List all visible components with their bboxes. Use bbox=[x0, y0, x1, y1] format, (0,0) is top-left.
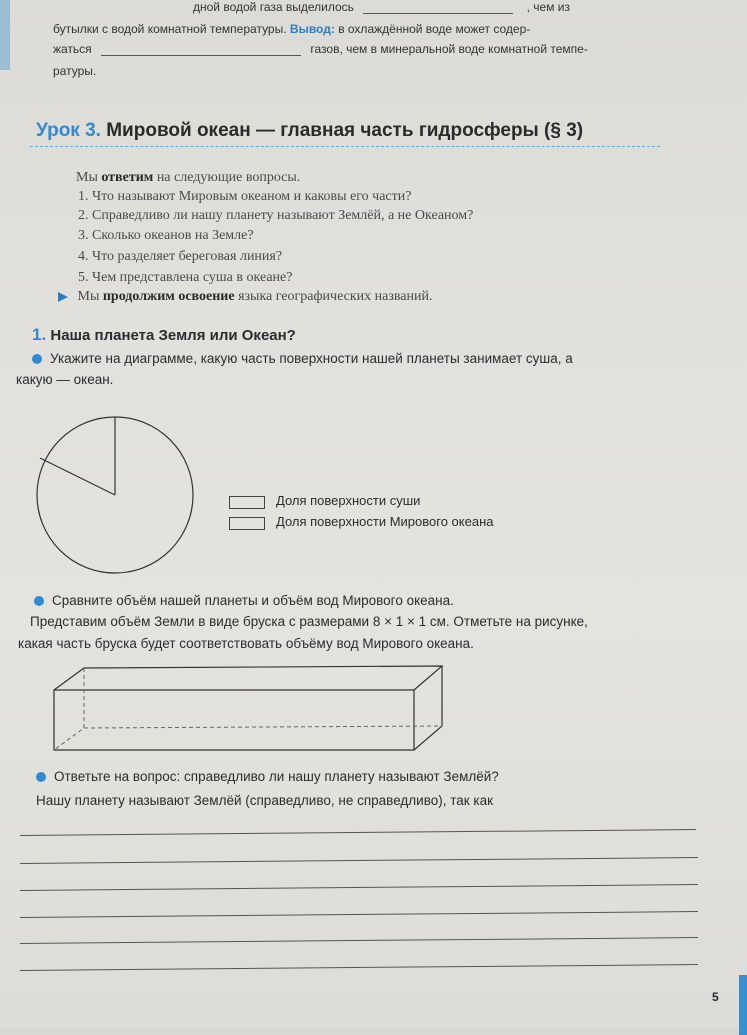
question-item: 2. Справедливо ли нашу планету называют Землёй, а не Океаном? bbox=[78, 208, 474, 223]
task-title: Наша планета Земля или Океан? bbox=[50, 327, 296, 344]
answer-line[interactable] bbox=[20, 911, 698, 918]
answer-line[interactable] bbox=[20, 937, 698, 944]
top-line-2 bbox=[53, 22, 530, 36]
top-line-1-end: , чем из bbox=[526, 0, 570, 14]
answer-line[interactable] bbox=[20, 964, 698, 971]
question-title bbox=[36, 769, 499, 784]
top-line-1 bbox=[53, 0, 570, 14]
top-line-1-text: дной водой газа выделилось bbox=[193, 0, 354, 14]
bar-top-face bbox=[54, 666, 442, 690]
legend-label-ocean: Доля поверхности Мирового океана bbox=[276, 514, 494, 529]
bullet-icon bbox=[36, 772, 46, 782]
bar-front-face[interactable] bbox=[54, 690, 414, 750]
top-line-2-text: бутылки с водой комнатной температуры. bbox=[53, 22, 287, 36]
intro-continue-pre: Мы bbox=[77, 289, 100, 304]
intro-continue bbox=[58, 289, 433, 305]
instruction-line-1-text: Укажите на диаграмме, какую часть поверхности нашей планеты занимает суша, а bbox=[50, 351, 573, 366]
intro-lead bbox=[76, 170, 300, 186]
compare-line-2: какая часть бруска будет соответствовать объёму вод Мирового океана. bbox=[18, 636, 474, 651]
legend-label-land: Доля поверхности суши bbox=[276, 493, 421, 508]
pie-radius-left bbox=[40, 458, 115, 495]
question-title-text: Ответьте на вопрос: справедливо ли нашу планету называют Землёй? bbox=[54, 769, 499, 784]
intro-continue-post: языка географических названий. bbox=[238, 289, 433, 304]
question-item: 1. Что называют Мировым океаном и каковы его части? bbox=[78, 189, 412, 204]
intro-continue-bold: продолжим освоение bbox=[102, 289, 235, 304]
answer-line[interactable] bbox=[20, 857, 698, 864]
bar-drawing[interactable] bbox=[50, 662, 450, 757]
answer-line[interactable] bbox=[20, 829, 696, 836]
lesson-title: Мировой океан — главная часть гидросферы (§ 3) bbox=[106, 120, 584, 141]
lesson-heading bbox=[36, 120, 583, 142]
bar-hidden-edge-bottom bbox=[84, 726, 442, 728]
page-edge-tab bbox=[739, 975, 747, 1035]
triangle-marker-icon bbox=[58, 292, 68, 302]
top-line-3-start: жаться bbox=[53, 42, 92, 56]
question-item: 3. Сколько океанов на Земле? bbox=[78, 228, 254, 243]
bullet-icon bbox=[34, 596, 44, 606]
answer-start: Нашу планету называют Землёй (справедливо, не справедливо), так как bbox=[36, 793, 494, 808]
lesson-divider bbox=[30, 146, 660, 148]
task-heading bbox=[32, 325, 296, 345]
answer-blank-1[interactable] bbox=[363, 13, 513, 14]
top-line-3-rest: газов, чем в минеральной воде комнатной темпе- bbox=[310, 42, 588, 56]
top-line-4: ратуры. bbox=[53, 64, 97, 78]
compare-title bbox=[34, 593, 454, 608]
compare-title-text: Сравните объём нашей планеты и объём вод Мирового океана. bbox=[52, 593, 454, 608]
answer-line[interactable] bbox=[20, 884, 698, 891]
conclusion-label: Вывод: bbox=[289, 22, 335, 36]
bar-hidden-edge-left bbox=[54, 668, 84, 750]
intro-lead-pre: Мы bbox=[76, 170, 98, 185]
bullet-icon bbox=[32, 354, 42, 364]
legend-box-ocean[interactable] bbox=[229, 517, 265, 530]
top-line-3 bbox=[53, 42, 588, 56]
pie-chart[interactable] bbox=[30, 410, 200, 580]
instruction-line-1 bbox=[32, 351, 573, 366]
question-item: 4. Что разделяет береговая линия? bbox=[78, 249, 283, 264]
top-line-2-rest: в охлаждённой воде может содер- bbox=[338, 22, 531, 36]
legend-box-land[interactable] bbox=[229, 496, 265, 509]
compare-line-1: Представим объём Земли в виде бруска с размерами 8 × 1 × 1 см. Отметьте на рисунке, bbox=[30, 614, 588, 629]
instruction-line-2: какую — океан. bbox=[16, 372, 114, 387]
page-number: 5 bbox=[712, 990, 719, 1004]
answer-blank-2[interactable] bbox=[101, 55, 301, 56]
question-item: 5. Чем представлена суша в океане? bbox=[78, 270, 293, 285]
intro-lead-post: на следующие вопросы. bbox=[156, 170, 301, 185]
lesson-number: Урок 3. bbox=[36, 120, 101, 141]
intro-lead-bold: ответим bbox=[101, 170, 154, 185]
task-number: 1. bbox=[32, 325, 47, 344]
page-edge-strip bbox=[0, 0, 10, 70]
